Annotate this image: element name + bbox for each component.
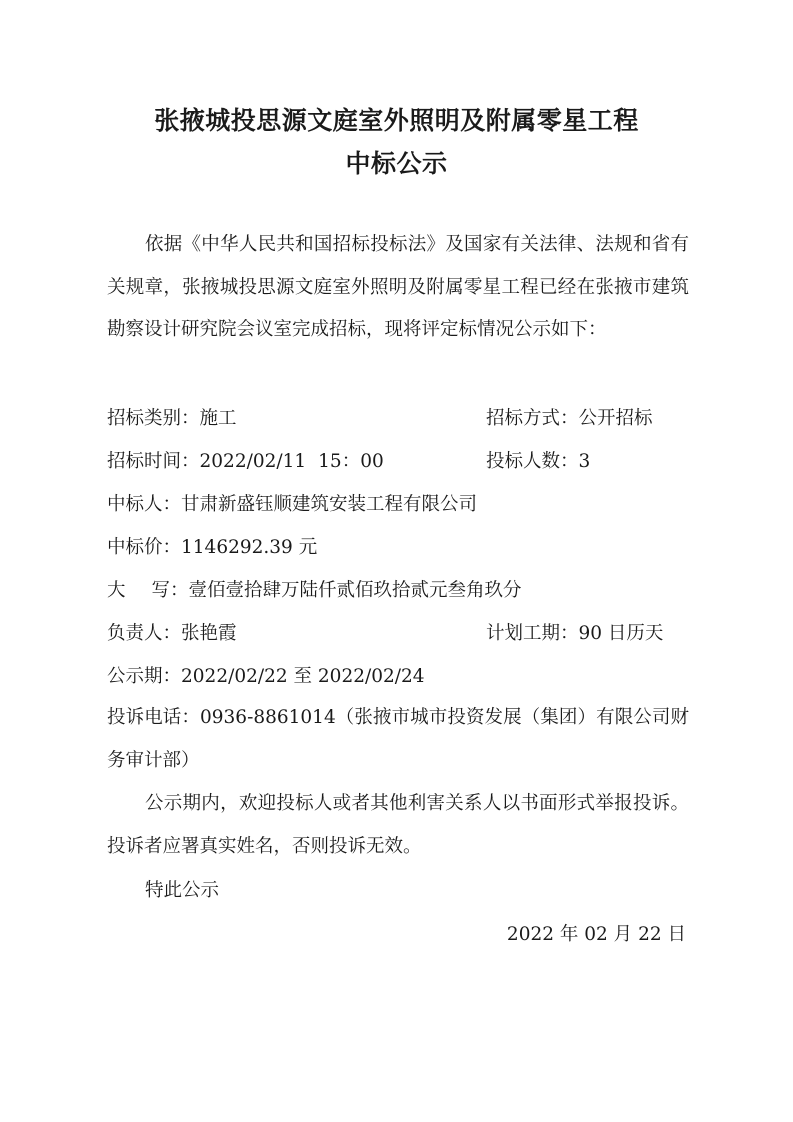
bid-method-value: 公开招标: [578, 408, 653, 429]
notice-period-line: [107, 663, 425, 691]
complaint-label: 投诉电话：: [107, 707, 200, 728]
bid-category-value: 施工: [199, 408, 237, 429]
winner-label: 中标人：: [107, 494, 182, 515]
price-value: 1146292.39 元: [181, 537, 318, 558]
price-upper-value: 壹佰壹拾肆万陆仟贰佰玖拾贰元叁角玖分: [188, 580, 522, 601]
signature-date: 2022 年 02 月 22 日: [506, 924, 686, 945]
bidder-count-value: 3: [578, 451, 591, 472]
winner-value: 甘肃新盛钰顺建筑安装工程有限公司: [181, 494, 478, 515]
bid-method-line: [486, 405, 653, 433]
manager-value: 张艳霞: [181, 623, 237, 644]
duration-label: 计划工期：: [486, 623, 579, 644]
closing-text: 特此公示: [145, 880, 220, 901]
document-title: 张掖城投思源文庭室外照明及附属零星工程: [154, 106, 639, 135]
bid-time-clock: 15：00: [318, 451, 384, 472]
bid-method-label: 招标方式：: [486, 408, 579, 429]
price-line: [107, 534, 317, 562]
complaint-value: 0936-8861014（张掖市城市投资发展（集团）有限公司财务审计部）: [107, 707, 689, 771]
bid-category-label: 招标类别：: [107, 408, 200, 429]
bid-time-date: 2022/02/11: [199, 451, 307, 472]
price-label: 中标价：: [107, 537, 182, 558]
bid-time-line: [107, 448, 384, 476]
manager-line: [107, 620, 237, 648]
price-upper-label-b: 写：: [151, 580, 189, 601]
bid-category-line: [107, 405, 237, 433]
manager-label: 负责人：: [107, 623, 182, 644]
winner-line: [107, 491, 477, 519]
bidder-count-line: [486, 448, 590, 476]
complaint-line: [107, 697, 689, 782]
notice-paragraph: 公示期内，欢迎投标人或者其他利害关系人以书面形式举报投诉。投诉者应署真实姓名，否则投诉无效。: [107, 793, 689, 857]
notice-period-label: 公示期：: [107, 666, 182, 687]
notice-period-value: 2022/02/22 至 2022/02/24: [181, 666, 425, 687]
price-upper-label-a: 大: [107, 580, 126, 601]
bid-time-label: 招标时间：: [107, 451, 200, 472]
document-subtitle: 中标公示: [345, 149, 448, 178]
intro-paragraph: 依据《中华人民共和国招标投标法》及国家有关法律、法规和省有关规章，张掖城投思源文庭室外照明及附属零星工程已经在张掖市建筑勘察设计研究院会议室完成招标，现将评定标情况公示如下：: [107, 234, 689, 340]
price-upper-line: [107, 577, 522, 605]
duration-value: 90 日历天: [578, 623, 664, 644]
duration-line: [486, 620, 663, 648]
bidder-count-label: 投标人数：: [486, 451, 579, 472]
